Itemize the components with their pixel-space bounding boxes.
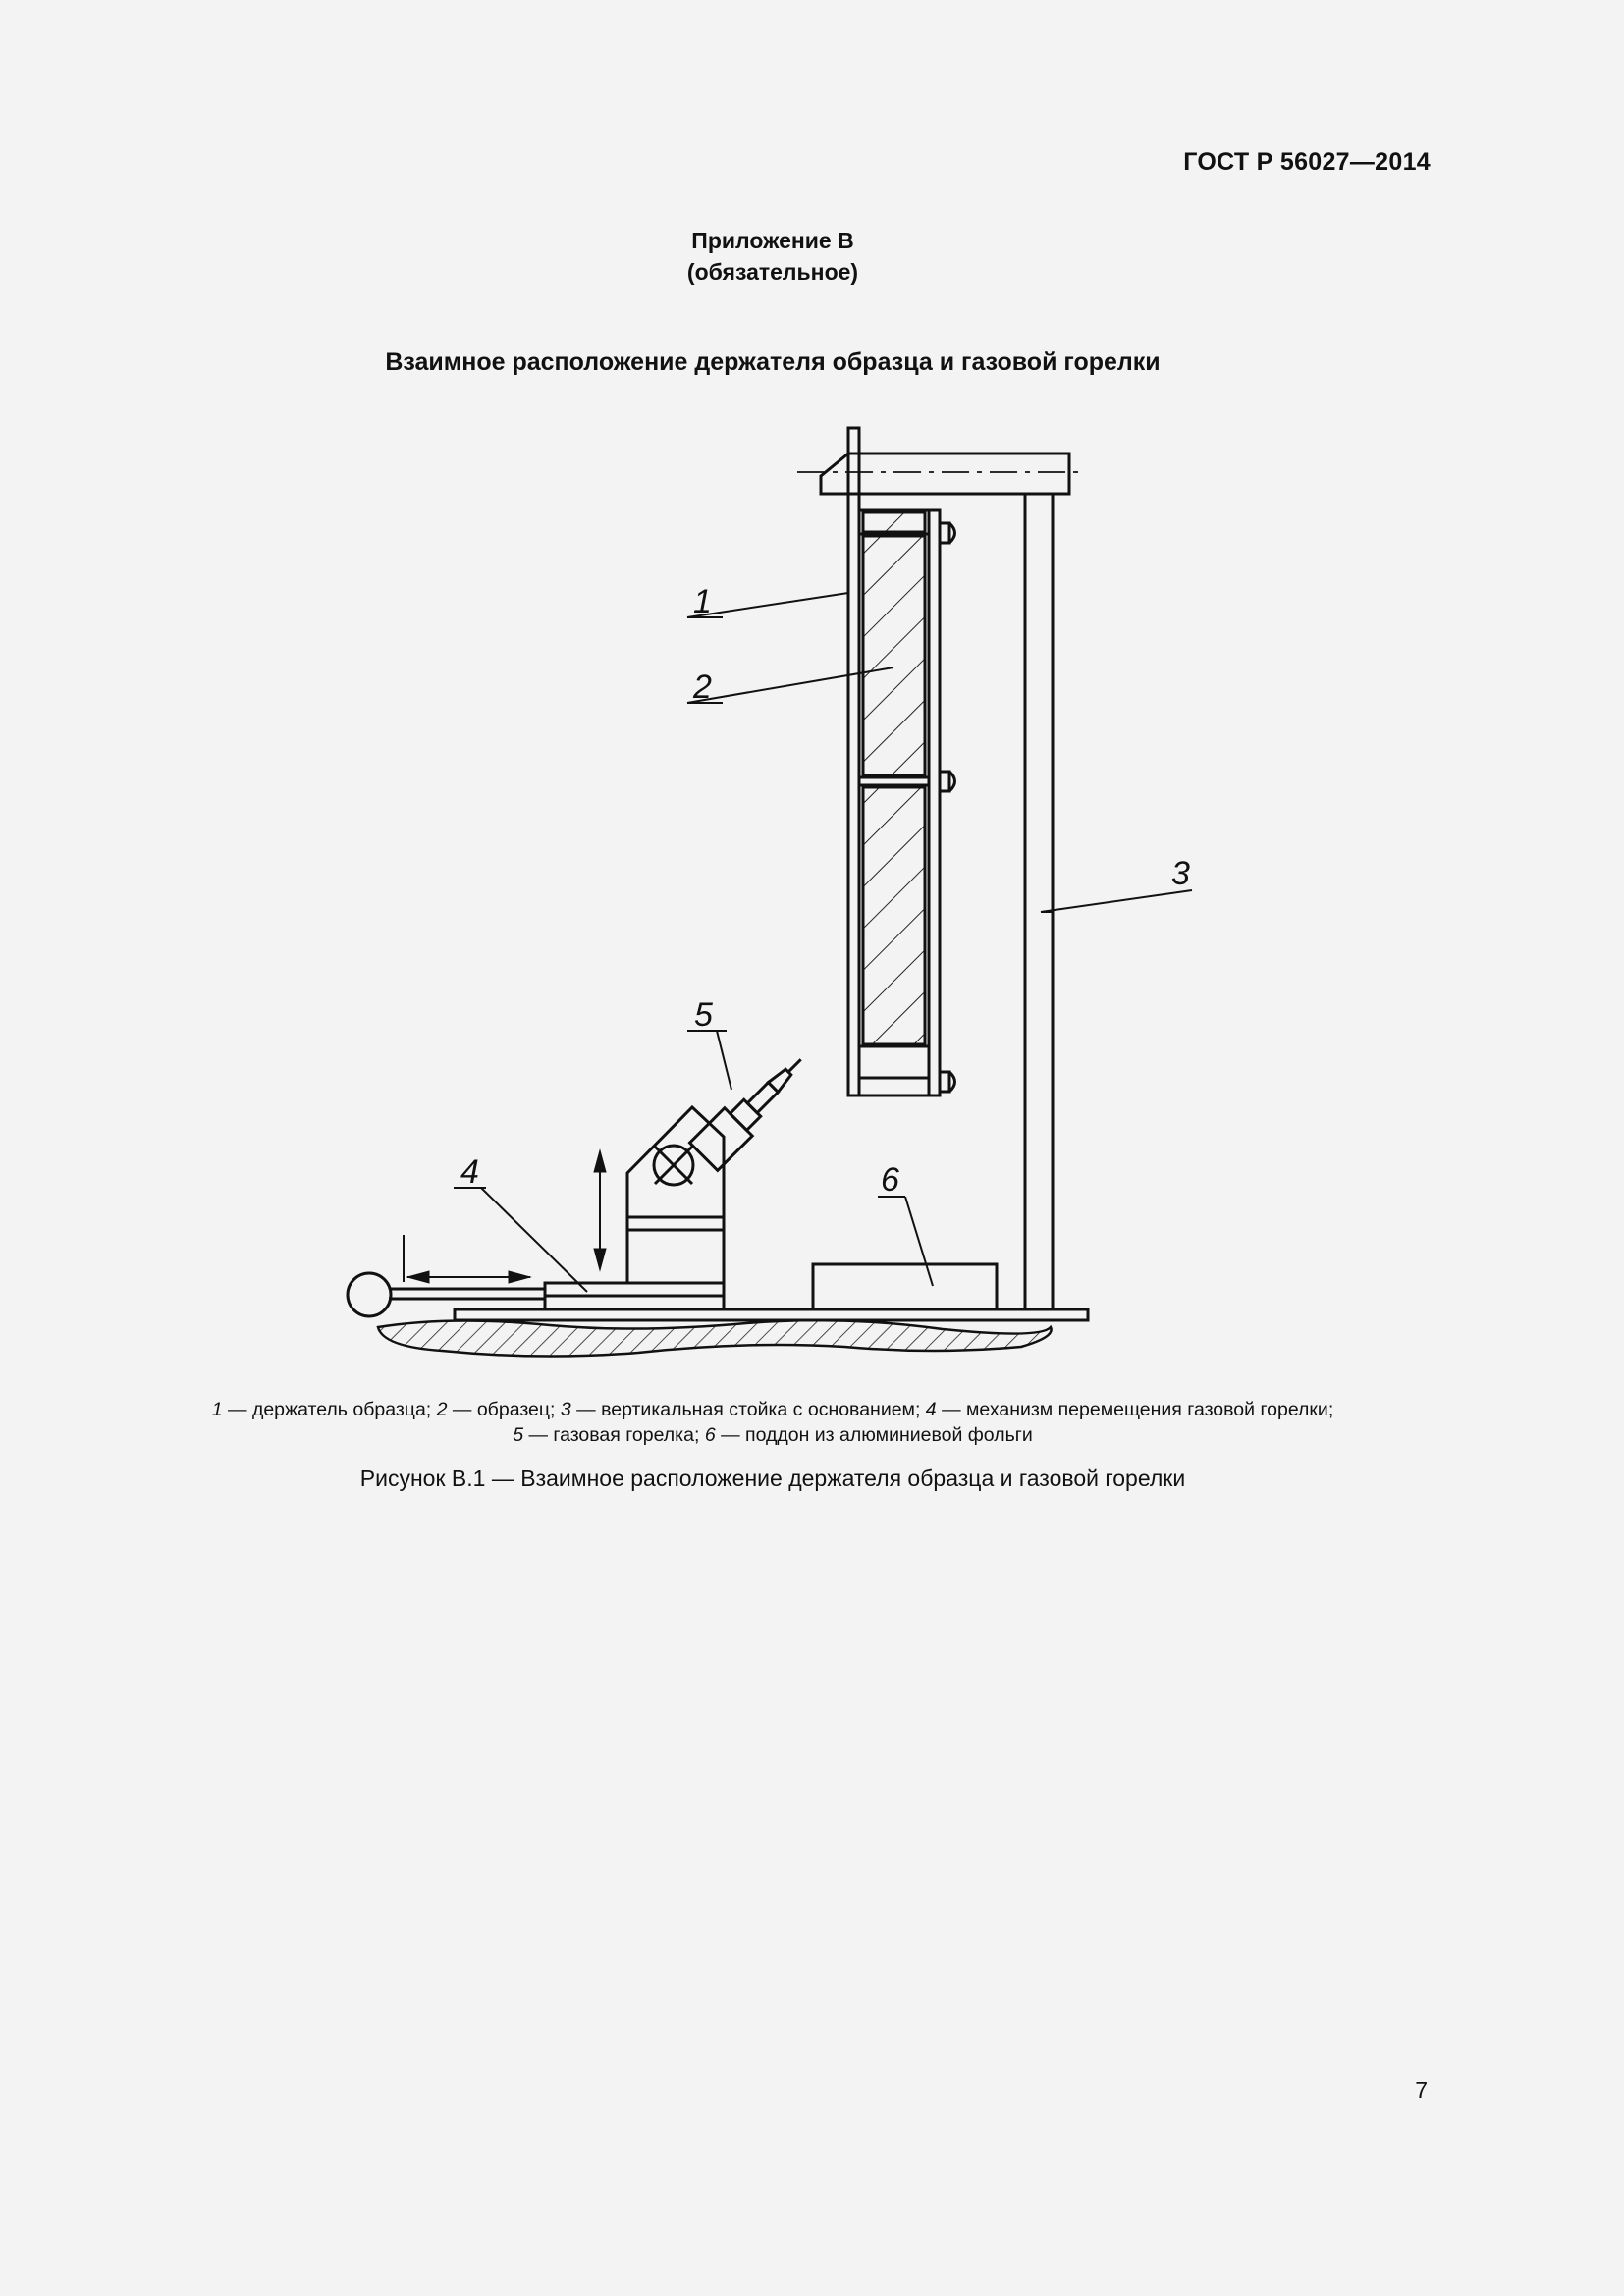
standard-code: ГОСТ Р 56027—2014 [1183, 148, 1431, 176]
legend-num: 5 [513, 1424, 524, 1446]
floor [378, 1320, 1052, 1356]
base-plate [455, 1309, 1088, 1320]
bolt-middle [940, 772, 955, 791]
callout-1: 1 [693, 583, 712, 620]
callout-4: 4 [460, 1153, 479, 1191]
specimen-holder [848, 428, 859, 1095]
callout-2: 2 [693, 668, 712, 706]
bolt-top [940, 523, 955, 543]
legend-text: — держатель образца; [222, 1399, 437, 1420]
appendix-status: (обязательное) [686, 259, 859, 285]
legend-num: 3 [560, 1399, 571, 1420]
page-number: 7 [1415, 2077, 1428, 2103]
legend-text: — поддон из алюминиевой фольги [715, 1424, 1033, 1446]
legend-text: — образец; [447, 1399, 561, 1420]
legend-line-1 [0, 1397, 1545, 1422]
figure-caption: Рисунок В.1 — Взаимное расположение держателя образца и газовой горелки [359, 1466, 1186, 1491]
legend-num: 1 [211, 1399, 223, 1420]
callout-5: 5 [694, 996, 713, 1034]
appendix-title: Приложение В [691, 228, 854, 253]
burner-mount [627, 1107, 724, 1283]
legend-text: — вертикальная стойка с основанием; [570, 1399, 926, 1420]
legend-text: — газовая горелка; [523, 1424, 705, 1446]
bolt-bottom [940, 1072, 955, 1092]
figure-legend [0, 1397, 1545, 1448]
vertical-stand [1025, 494, 1053, 1309]
callout-6: 6 [881, 1161, 899, 1199]
legend-line-2 [0, 1422, 1545, 1448]
callout-3: 3 [1171, 855, 1190, 892]
gas-burner [690, 1045, 815, 1170]
adjustment-knob [348, 1273, 391, 1316]
section-title: Взаимное расположение держателя образца и газовой горелки [385, 348, 1161, 376]
legend-num: 2 [436, 1399, 448, 1420]
legend-num: 4 [925, 1399, 937, 1420]
legend-num: 6 [704, 1424, 716, 1446]
specimen-lower [863, 787, 925, 1044]
specimen-upper [863, 536, 925, 775]
legend-text: — механизм перемещения газовой горелки; [936, 1399, 1334, 1420]
foil-tray [813, 1264, 997, 1309]
